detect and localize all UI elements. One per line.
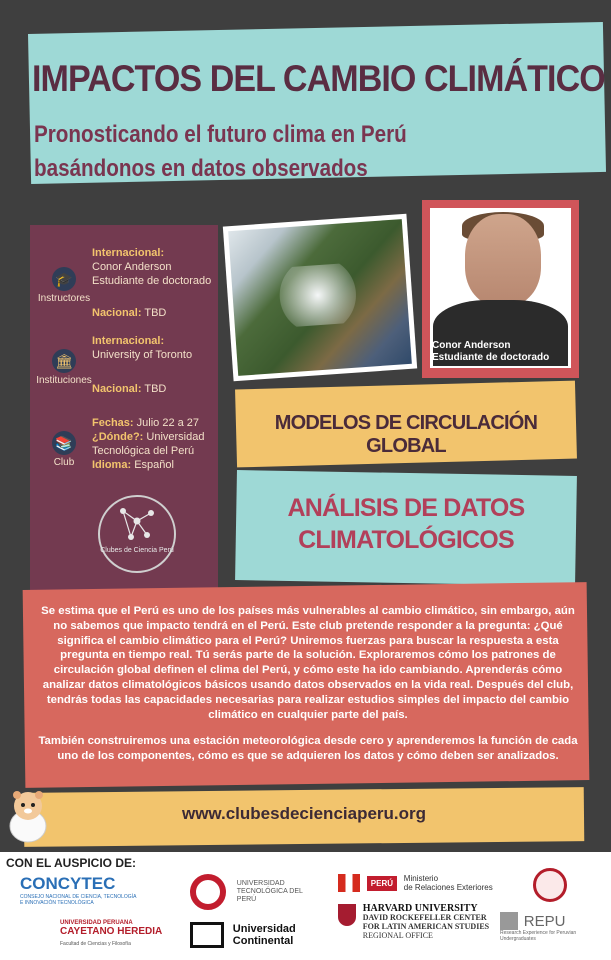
repu-mark-icon: [500, 912, 518, 930]
donde-value: Universidad Tecnológica del Perú: [92, 431, 205, 457]
harvard-line-4: REGIONAL OFFICE: [362, 931, 433, 940]
repu-logo: [500, 912, 580, 942]
rree-logo: [338, 874, 493, 892]
satellite-map-picture: [228, 219, 412, 376]
harvard-text: [363, 904, 489, 940]
description: [34, 604, 582, 764]
repu-subtitle: Research Experience for Peruvian Undergraduates: [500, 930, 577, 942]
peru-flag-icon: [338, 874, 360, 892]
instructores-intl-name: Conor Anderson: [92, 261, 172, 273]
clubes-de-ciencia-logo: Clubes de Ciencia Perú: [98, 495, 176, 573]
utp-name: UNIVERSIDAD TECNOLÓGICA DEL PERÚ: [236, 880, 303, 903]
club-block: [92, 416, 220, 472]
instructores-intl-label: Internacional:: [92, 247, 165, 259]
uc-name: [233, 923, 296, 947]
network-icon: [113, 505, 161, 545]
rree-box: PERÚ: [367, 876, 397, 891]
cayetano-heredia-logo: [60, 920, 162, 948]
topic-1-title: MODELOS DE CIRCULACIÓN GLOBAL: [274, 412, 538, 457]
fechas-value: Julio 22 a 27: [136, 417, 200, 429]
instructores-nac-label: Nacional:: [92, 307, 142, 319]
uc-line-2: Continental: [232, 935, 294, 947]
harvard-drclas-logo: [338, 904, 489, 940]
instructores-block: [92, 246, 220, 320]
concytec-name: CONCYTEC: [20, 874, 116, 893]
photo-caption: [432, 340, 549, 364]
instituciones-intl-value: University of Toronto: [92, 349, 193, 361]
instituciones-block: [92, 334, 220, 396]
uc-line-1: Universidad: [232, 923, 296, 935]
university-seal-icon: [533, 868, 567, 902]
instituciones-nac-value: TBD: [144, 383, 167, 395]
page-subtitle: Pronosticando el futuro clima en Perú basándonos en datos observados: [34, 121, 407, 182]
fechas-label: Fechas:: [92, 417, 134, 429]
utp-logo: [190, 874, 317, 910]
harvard-shield-icon: [338, 904, 356, 926]
club-section-icon: [36, 431, 92, 468]
satellite-map-image: [223, 214, 417, 381]
harvard-line-1: HARVARD UNIVERSITY: [362, 903, 478, 914]
instituciones-nac-label: Nacional:: [92, 383, 142, 395]
rree-line-1: Ministerio: [403, 874, 439, 883]
books-icon: 📚: [52, 431, 76, 455]
photo-face: [465, 214, 541, 306]
harvard-line-2: DAVID ROCKEFELLER CENTER: [362, 913, 487, 922]
instructores-nac-value: TBD: [144, 307, 167, 319]
donde-label: ¿Dónde?:: [92, 431, 144, 443]
website-link[interactable]: www.clubesdecienciaperu.org: [181, 804, 427, 823]
repu-name: REPU: [523, 912, 566, 930]
harvard-line-3: FOR LATIN AMERICAN STUDIES: [362, 922, 490, 931]
idioma-label: Idioma:: [92, 459, 132, 471]
graduation-cap-icon: 🎓: [52, 267, 76, 291]
sponsors-heading: CON EL AUSPICIO DE:: [6, 856, 137, 870]
photo-caption-name: Conor Anderson: [432, 340, 511, 351]
instructores-section-icon: [36, 267, 92, 304]
instructores-intl-role: Estudiante de doctorado: [92, 275, 212, 287]
hamster-scientist-icon: [4, 786, 52, 844]
page-title: IMPACTOS DEL CAMBIO CLIMÁTICO: [32, 58, 605, 99]
building-icon: 🏛: [52, 349, 76, 373]
instituciones-section-icon: [36, 349, 92, 386]
rree-text: [404, 874, 493, 892]
utp-mark-icon: [190, 874, 226, 910]
universidad-continental-logo: [190, 922, 296, 948]
uc-mark-icon: [190, 922, 224, 948]
concytec-logo: [20, 874, 140, 906]
concytec-subtitle: CONSEJO NACIONAL DE CIENCIA, TECNOLOGÍA E INNOVACIÓN TECNOLÓGICA: [20, 894, 137, 906]
instructores-label: Instructores: [37, 293, 91, 304]
cayetano-line-3: Facultad de Ciencias y Filosofía: [60, 941, 131, 947]
topic-2-title: ANÁLISIS DE DATOS CLIMATOLÓGICOS: [287, 494, 525, 554]
cayetano-line-1: UNIVERSIDAD PERUANA: [60, 920, 133, 926]
description-paragraph-1: Se estima que el Perú es uno de los países más vulnerables al cambio climático, sin embargo, aún no sabemos que impacto tendrá en el Perú. Este club pretende responder a la pregunta: ¿Qué significa el cambio climático para el Perú? Uniremos fuerzas para buscar la respuesta a esta pregunta en tiempo real. Tú serás parte de la solución. Exploraremos cómo los patrones de circulación global definen el clima del Perú, y cómo este ha ido cambiando. Aprenderás cómo analizar datos climatológicos básicos usando datos observados en la vida real. Después del club, tendrás todas las capacidades necesarias para realizar estudios simples del impacto del cambio climático en cualquier parte del país.: [41, 605, 575, 721]
description-paragraph-2: También construiremos una estación meteorológica desde cero y aprenderemos la función de cada uno de los componentes, cómo es que se adquieren los datos y cómo deben ser analizados.: [38, 735, 578, 763]
cayetano-line-2: CAYETANO HEREDIA: [60, 926, 163, 937]
instituciones-label: Instituciones: [36, 375, 92, 386]
instituciones-intl-label: Internacional:: [92, 335, 165, 347]
photo-caption-role: Estudiante de doctorado: [432, 352, 550, 363]
club-label: Club: [53, 457, 75, 468]
rree-line-2: de Relaciones Exteriores: [403, 883, 493, 892]
idioma-value: Español: [134, 459, 174, 471]
